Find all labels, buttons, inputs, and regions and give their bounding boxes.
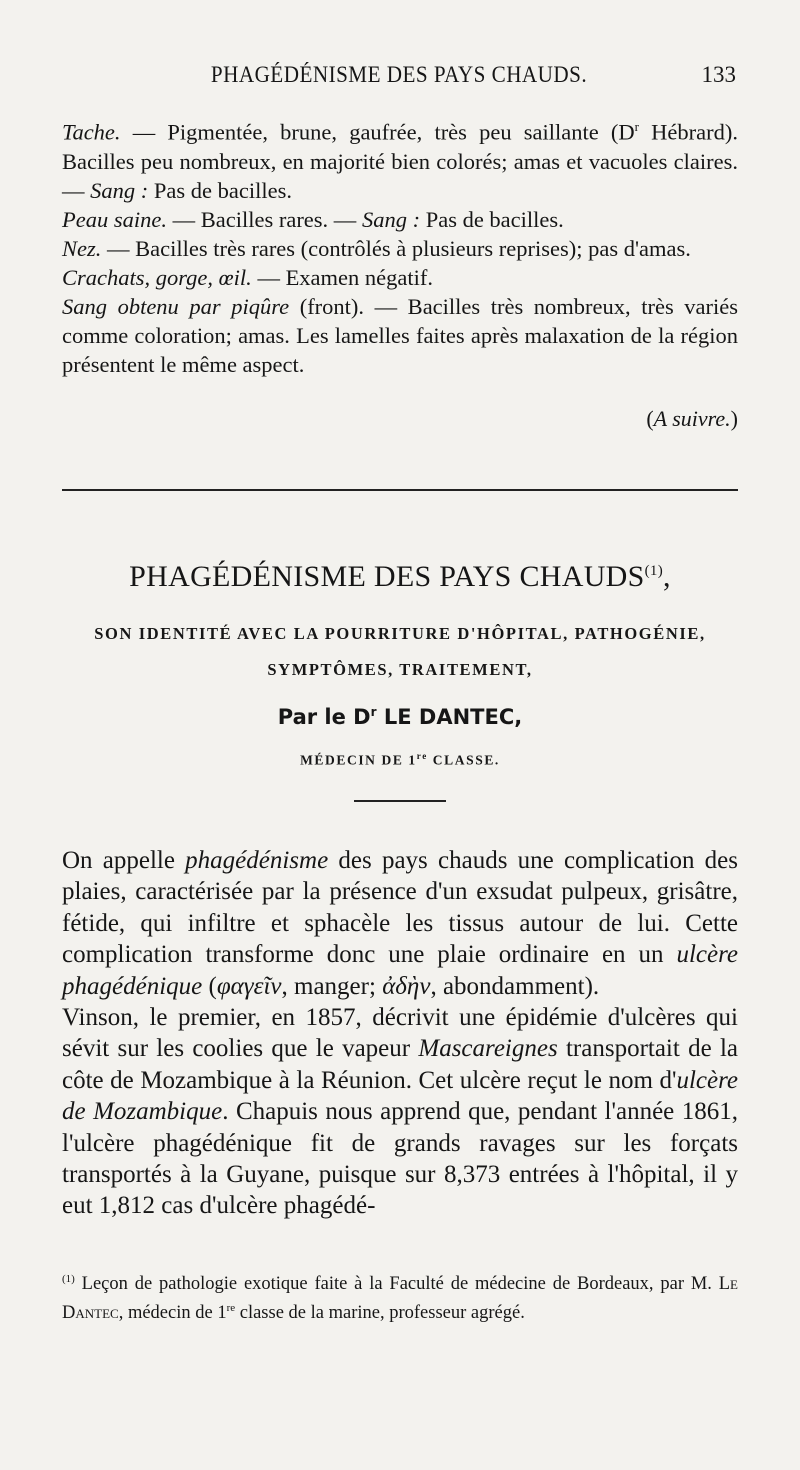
body-paragraph-2: Vinson, le premier, en 1857, décrivit une épidémie d'ulcères qui sévit sur les coolies que le vapeur Mascareignes transportait de la côte de Mozambique à la Réunion. Cet ulcère reçut le nom d'ulcère de Mozambique. Chapuis nous apprend que, pendant l'année 1861, l'ulcère phagédénique fit de grands ravages sur les forçats transportés à la Guyane, puisque sur 8,373 entrées à l'hôpital, il y eut 1,812 cas d'ulcère phagédé- bbox=[62, 1004, 738, 1220]
article-subtitle-line2: SYMPTÔMES, TRAITEMENT, bbox=[267, 660, 533, 679]
article-body bbox=[62, 845, 738, 1222]
page-number: 133 bbox=[701, 62, 736, 87]
greek-word-1: φαγεῖν bbox=[216, 972, 282, 1000]
article-title: PHAGÉDÉNISME DES PAYS CHAUDS$^{(1)}$, bbox=[129, 560, 671, 593]
obs-nez: Nez. — Bacilles très rares (contrôlés à plusieurs reprises); pas d'amas. bbox=[62, 235, 691, 261]
title-divider bbox=[354, 800, 446, 802]
obs-crachats: Crachats, gorge, œil. — Examen négatif. bbox=[62, 264, 433, 290]
article-subtitle-line1: SON IDENTITÉ AVEC LA POURRITURE D'HÔPITAL, PATHOGÉNIE, bbox=[94, 624, 706, 643]
section-divider bbox=[62, 489, 738, 491]
obs-peau: Peau saine. — Bacilles rares. — Sang : Pas de bacilles. bbox=[62, 206, 564, 232]
obs-sang: Sang obtenu par piqûre (front). — Bacilles très nombreux, très variés comme coloration; amas. Les lamelles faites après malaxation de la région présentent le même aspect. bbox=[62, 293, 738, 377]
running-title: PHAGÉDÉNISME DES PAYS CHAUDS. bbox=[210, 62, 588, 87]
author-rank: MÉDECIN DE 1re CLASSE. bbox=[300, 751, 500, 768]
footnote: $^{(1)}$ Leçon de pathologie exotique faite à la Faculté de médecine de Bordeaux, par M. Le Dantec, médecin de 1re classe de la marine, professeur agrégé. bbox=[62, 1273, 738, 1324]
obs-label: Tache. bbox=[62, 119, 121, 145]
ship-name: Mascareignes bbox=[418, 1035, 558, 1063]
footnote-ref: (1) bbox=[644, 563, 664, 579]
body-paragraph-1: On appelle phagédénisme des pays chauds une complication des plaies, caractérisée par la présence d'un exsudat pulpeux, grisâtre, fétide, qui infiltre et sphacèle les tissus autour de lui. Cette complication transforme donc une plaie ordinaire en un ulcère phagédénique (φαγεῖν, manger; ἀδὴν, abondamment). bbox=[62, 847, 739, 1000]
to-be-continued: (A suivre.) bbox=[646, 406, 738, 431]
previous-article-end bbox=[62, 112, 738, 379]
running-header bbox=[62, 62, 736, 102]
footnote-mark: (1) bbox=[62, 1273, 75, 1285]
greek-word-2: ἀδὴν bbox=[382, 972, 431, 1000]
obs-tache: Tache. — Pigmentée, brune, gaufrée, très peu saillante ($D^r$ Hébrard). Bacilles peu nombreux, en majorité bien colorés; amas et vacuoles claires. — Sang : Pas de bacilles. bbox=[62, 119, 738, 203]
term-phagedenisme: phagédénisme bbox=[185, 847, 329, 874]
article-author: Par le $D^r$ LE DANTEC, bbox=[277, 705, 523, 729]
